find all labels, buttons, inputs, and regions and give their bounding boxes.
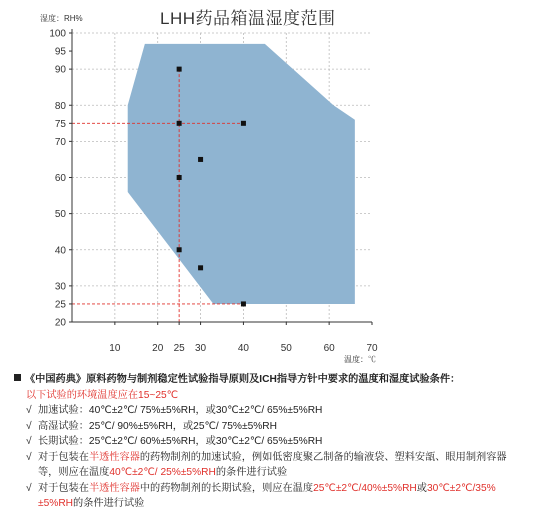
data-point bbox=[177, 247, 182, 252]
chart-title: LHH药品箱温湿度范围 bbox=[160, 9, 336, 28]
item4-line2-post: 的条件进行试验 bbox=[215, 467, 288, 478]
env-note: 以下试验的环境温度应在15~25℃ bbox=[26, 389, 179, 401]
notes-heading-text: 《中国药典》原料药物与制剂稳定性试验指导原则及ICH指导方针中要求的温度和湿度试验条件： bbox=[25, 374, 461, 385]
data-point bbox=[198, 265, 203, 270]
y-tick-label: 60 bbox=[54, 173, 66, 184]
semipermeable-accelerated-item bbox=[14, 450, 530, 466]
x-tick-label: 20 bbox=[152, 343, 164, 354]
x-axis-title: 温度：℃ bbox=[344, 355, 376, 364]
item4-line2-pre: 等，则应在温度 bbox=[38, 467, 110, 478]
x-tick-label: 70 bbox=[366, 343, 378, 354]
y-tick-label: 100 bbox=[49, 28, 66, 40]
check-icon: √ bbox=[26, 436, 32, 447]
humidity-temperature-region bbox=[128, 44, 355, 304]
item4-line2-red: 40℃±2℃/ 25%±5%RH bbox=[109, 467, 216, 478]
y-tick-label: 40 bbox=[54, 245, 66, 257]
item5-line2-post: 的条件进行试验 bbox=[73, 498, 145, 509]
item4-post: 的药物制剂的加速试验，例如低密度聚乙制备的输液袋、塑料安瓿、眼用制剂容器 bbox=[139, 451, 507, 463]
y-tick-label: 90 bbox=[54, 64, 66, 76]
item5-line2-red: ±5%RH bbox=[38, 498, 74, 509]
check-icon: √ bbox=[26, 405, 32, 416]
data-point bbox=[241, 121, 246, 126]
y-axis-title: 湿度：RH% bbox=[40, 14, 83, 23]
semipermeable-accelerated-item-line2 bbox=[14, 465, 530, 481]
data-point bbox=[177, 121, 182, 126]
data-point bbox=[177, 175, 182, 180]
y-tick-label: 75 bbox=[54, 118, 66, 130]
y-tick-label: 50 bbox=[54, 209, 66, 221]
item4-red: 半透性容器 bbox=[88, 451, 140, 463]
check-icon: √ bbox=[26, 451, 32, 463]
item5-mid: 中的药物制剂的长期试验，则应在温度 bbox=[139, 482, 314, 494]
x-tick-label: 50 bbox=[280, 343, 292, 354]
notes-heading bbox=[14, 372, 530, 388]
y-tick-label: 80 bbox=[54, 100, 66, 112]
item5-pre: 对于包装在 bbox=[38, 482, 89, 494]
y-tick-label: 95 bbox=[54, 46, 66, 58]
item5-red1: 半透性容器 bbox=[88, 482, 140, 494]
test-condition-text: 长期试验：25℃±2℃/ 60%±5%RH，或30℃±2℃/ 65%±5%RH bbox=[38, 436, 323, 447]
test-condition-item bbox=[14, 403, 530, 419]
semipermeable-longterm-item-line2 bbox=[14, 496, 530, 512]
test-condition-text: 加速试验：40℃±2℃/ 75%±5%RH，或30℃±2℃/ 65%±5%RH bbox=[38, 405, 323, 416]
x-tick-label: 10 bbox=[109, 343, 121, 354]
item4-pre: 对于包装在 bbox=[38, 451, 89, 463]
notes-section bbox=[14, 372, 530, 512]
item5-mid2: 或 bbox=[416, 482, 427, 494]
semipermeable-longterm-item bbox=[14, 481, 530, 497]
check-icon: √ bbox=[26, 420, 32, 432]
test-conditions-list bbox=[14, 403, 530, 450]
x-tick-label: 30 bbox=[195, 343, 207, 354]
data-point bbox=[177, 67, 182, 72]
check-icon: √ bbox=[26, 482, 32, 494]
y-tick-label: 30 bbox=[54, 281, 66, 293]
test-condition-item bbox=[14, 434, 530, 450]
item5-red2: 25℃±2℃/40%±5%RH bbox=[313, 482, 417, 494]
x-tick-label: 60 bbox=[323, 343, 335, 354]
data-point bbox=[241, 301, 246, 306]
x-tick-label: 25 bbox=[173, 343, 185, 354]
y-tick-label: 70 bbox=[54, 136, 66, 148]
y-tick-label: 20 bbox=[54, 317, 66, 329]
x-tick-label: 40 bbox=[237, 343, 249, 354]
square-bullet-icon bbox=[14, 374, 21, 381]
data-point bbox=[198, 157, 203, 162]
test-condition-text: 高湿试验：25℃/ 90%±5%RH，或25℃/ 75%±5%RH bbox=[38, 420, 278, 432]
item5-red3: 30℃±2℃/35% bbox=[426, 482, 496, 494]
test-condition-item bbox=[14, 419, 530, 435]
y-tick-label: 25 bbox=[54, 299, 66, 311]
